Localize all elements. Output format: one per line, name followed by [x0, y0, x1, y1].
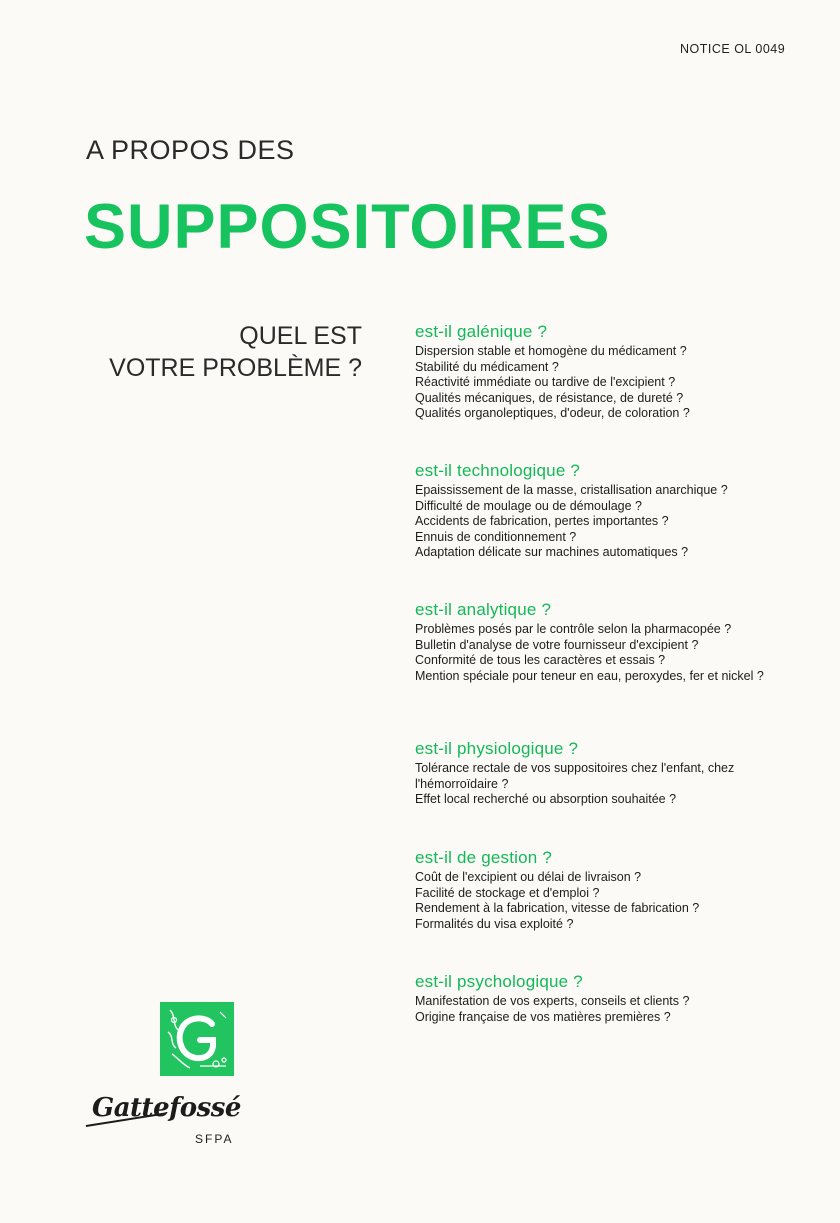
section-list: [415, 622, 790, 684]
page-title: SUPPOSITOIRES: [84, 192, 611, 262]
section-technologique: [415, 459, 790, 561]
list-item: Origine française de vos matières premières ?: [415, 1009, 671, 1024]
section-title: est-il de gestion ?: [415, 848, 553, 867]
list-item: Accidents de fabrication, pertes importantes ?: [415, 514, 669, 528]
list-item: Rendement à la fabrication, vitesse de fabrication ?: [415, 901, 700, 915]
list-item: Conformité de tous les caractères et essais ?: [415, 653, 666, 667]
section-list: [415, 483, 790, 561]
list-item: Coût de l'excipient ou délai de livraison ?: [415, 870, 642, 884]
question-block: [60, 320, 362, 384]
list-item: Réactivité immédiate ou tardive de l'excipient ?: [415, 375, 676, 389]
section-list: [415, 344, 790, 422]
list-item: Effet local recherché ou absorption souhaitée ?: [415, 792, 677, 806]
question-line-1: QUEL EST: [239, 322, 362, 350]
list-item: Formalités du visa exploité ?: [415, 916, 574, 931]
brand-name: Gattefossé: [92, 1093, 241, 1123]
list-item: Facilité de stockage et d'emploi ?: [415, 885, 600, 900]
section-title: est-il technologique ?: [415, 461, 581, 480]
question-line-2: VOTRE PROBLÈME ?: [109, 354, 362, 382]
list-item: Bulletin d'analyse de votre fournisseur d'excipient ?: [415, 637, 699, 652]
list-item: Ennuis de conditionnement ?: [415, 529, 577, 544]
section-physiologique: [415, 737, 790, 808]
list-item: Qualités organoleptiques, d'odeur, de coloration ?: [415, 406, 690, 420]
section-psychologique: [415, 970, 790, 1025]
list-item: Manifestation de vos experts, conseils et clients ?: [415, 994, 690, 1008]
section-title: est-il galénique ?: [415, 322, 548, 341]
gattefosse-logo: [160, 1002, 234, 1076]
list-item: Dispersion stable et homogène du médicament ?: [415, 344, 687, 358]
list-item: Stabilité du médicament ?: [415, 359, 559, 374]
section-title: est-il physiologique ?: [415, 739, 579, 758]
brand-sub: SFPA: [195, 1132, 234, 1146]
list-item: Tolérance rectale de vos suppositoires chez l'enfant, chez l'hémorroïdaire ?: [415, 761, 735, 791]
g-monogram-icon: [160, 1002, 234, 1076]
list-item: Mention spéciale pour teneur en eau, peroxydes, fer et nickel ?: [415, 668, 764, 683]
list-item: Adaptation délicate sur machines automatiques ?: [415, 545, 689, 559]
section-list: [415, 994, 790, 1025]
heading-apropos: A PROPOS DES: [86, 135, 295, 165]
section-title: est-il analytique ?: [415, 600, 552, 619]
section-analytique: [415, 598, 790, 684]
section-gestion: [415, 846, 790, 932]
list-item: Problèmes posés par le contrôle selon la pharmacopée ?: [415, 622, 732, 636]
list-item: Difficulté de moulage ou de démoulage ?: [415, 498, 643, 513]
section-galenique: [415, 320, 790, 422]
list-item: Qualités mécaniques, de résistance, de dureté ?: [415, 390, 684, 405]
list-item: Epaississement de la masse, cristallisation anarchique ?: [415, 483, 728, 497]
section-title: est-il psychologique ?: [415, 972, 583, 991]
section-list: [415, 870, 790, 932]
section-list: [415, 761, 790, 808]
notice-reference: NOTICE OL 0049: [680, 42, 786, 56]
